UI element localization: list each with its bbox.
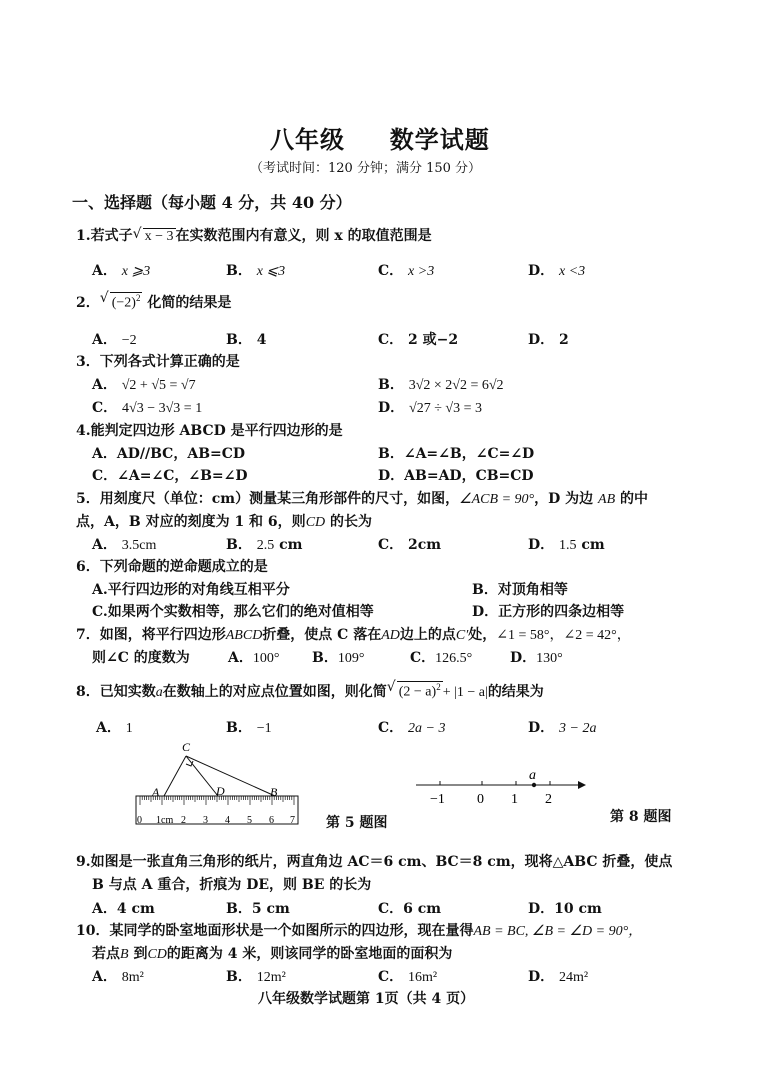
q7-option-c-label: C． [410, 650, 436, 666]
q8-option-b-text: −1 [256, 721, 272, 736]
q5-text-1e: 的中 [620, 491, 648, 507]
q1-option-d-label: D． [528, 263, 555, 279]
question-5-line-2 [76, 511, 372, 531]
fig5-side-cb [186, 756, 275, 796]
fig5-tick-6: 6 [269, 815, 274, 826]
exam-subtitle: （考试时间：120 分钟；满分 150 分） [250, 161, 482, 176]
q8-option-b [226, 717, 272, 737]
q9-option-d: D．10 cm [528, 901, 602, 917]
q1-radicand: x − 3 [144, 229, 174, 244]
q8-exponent: 2 [436, 682, 441, 693]
q8-prefix: 8．已知实数 [76, 684, 156, 700]
q3-option-a-label: A． [92, 377, 117, 393]
q7-text-1c: 折叠，使点 C 落在 [262, 627, 382, 643]
q7-option-a [228, 647, 279, 667]
fig5-tick-2: 2 [181, 815, 186, 826]
q5-option-a-unit: cm [139, 538, 157, 553]
fig5-tick-5: 5 [247, 815, 252, 826]
title-subject: 数学试题 [389, 125, 490, 154]
q1-option-d [528, 260, 585, 280]
q1-option-b-text: x ⩽3 [256, 264, 286, 279]
q7-option-b-label: B． [312, 650, 338, 666]
q3-option-c-label: C． [92, 400, 118, 416]
q1-option-c [378, 260, 434, 280]
q10-option-a-text: 8m² [121, 970, 144, 985]
q10-option-a-label: A． [92, 969, 117, 985]
q4-option-b: B．∠A=∠B，∠C=∠D [378, 446, 535, 462]
q10-option-c-label: C． [378, 969, 404, 985]
fig8-tick-label-1: 1 [511, 792, 518, 807]
q5-text-1a: 5．用刻度尺（单位：cm）测量某三角形部件的尺寸，如图， [76, 491, 460, 507]
q10-segment-cd: CD [147, 947, 167, 962]
q2-option-b-text: 4 [256, 332, 267, 348]
q10-point-b: B [120, 947, 129, 962]
question-3: 3．下列各式计算正确的是 [76, 354, 240, 370]
q3-option-b [378, 374, 504, 394]
q1-option-c-label: C． [378, 263, 404, 279]
q8-option-b-label: B． [226, 720, 252, 736]
q1-option-a [92, 260, 150, 280]
question-10-line-2 [92, 943, 452, 963]
q2-prefix: 2． [76, 295, 100, 311]
q10-option-c-text: 16m² [408, 970, 438, 985]
q3-option-d-text: √27 ÷ √3 = 3 [409, 401, 482, 416]
q3-option-d-label: D． [378, 400, 405, 416]
fig5-label-b: B [270, 785, 278, 799]
question-6: 6．下列命题的逆命题成立的是 [76, 559, 268, 575]
q10-option-b [226, 966, 286, 986]
q8-option-c [378, 717, 445, 737]
q2-option-b-label: B． [226, 332, 252, 348]
question-10-line-1 [76, 920, 642, 940]
q2-exponent: 2 [135, 293, 141, 304]
q8-option-c-label: C． [378, 720, 404, 736]
q3-option-c [92, 397, 202, 417]
q7-point-c-prime: C′ [455, 628, 469, 643]
q8-option-d [528, 717, 596, 737]
fig5-label-a: A [152, 785, 160, 799]
q1-option-c-text: x >3 [408, 264, 435, 279]
q7-shape-abcd: ABCD [225, 628, 263, 643]
q5-segment-ab: AB [598, 492, 616, 507]
q7-option-d-text: 130° [536, 651, 563, 666]
figure-5 [130, 738, 305, 830]
q7-option-d-label: D． [510, 650, 537, 666]
q10-option-d-text: 24m² [559, 970, 589, 985]
fig5-tick-0: 0 [137, 815, 142, 826]
q5-option-c-label: C． [378, 537, 404, 553]
q1-option-a-label: A． [92, 263, 117, 279]
q7-angles: ∠1 = 58°，∠2 = 42°， [496, 628, 631, 643]
q2-option-d [528, 329, 569, 349]
question-4: 4.能判定四边形 ABCD 是平行四边形的是 [76, 423, 343, 439]
question-8 [76, 681, 544, 701]
q8-option-d-label: D． [528, 720, 555, 736]
q5-option-a-value: 3.5 [121, 538, 140, 553]
q1-option-a-text: x ⩾3 [121, 264, 151, 279]
q10-text-2e: 的距离为 4 米，则该同学的卧室地面的面积为 [166, 946, 453, 962]
q5-option-b-value: 2.5 [256, 538, 275, 553]
q1-option-b [226, 260, 285, 280]
question-9-line-1: 9.如图是一张直角三角形的纸片，两直角边 AC＝6 cm、BC＝8 cm，现将△ABC 折叠，使点 [76, 854, 673, 870]
figure-5-caption: 第 5 题图 [326, 815, 388, 831]
q7-option-b-text: 109° [337, 651, 365, 666]
q5-angle: ∠ACB = 90° [459, 492, 535, 507]
q5-option-d [528, 534, 605, 554]
fig8-point-a [532, 783, 536, 787]
q10-text-1a: 10．某同学的卧室地面形状是一个如图所示的四边形，现在量得 [76, 923, 474, 939]
q7-option-a-text: 100° [252, 651, 280, 666]
q7-segment-ad: AD [381, 628, 400, 643]
q3-option-b-text: 3√2 × 2√2 = 6√2 [408, 378, 504, 393]
q1-option-d-text: x <3 [559, 264, 586, 279]
q7-option-d [510, 647, 563, 667]
q5-text-1c: ，D 为边 [534, 491, 594, 507]
q6-option-b: B．对顶角相等 [472, 582, 568, 598]
q3-option-d [378, 397, 482, 417]
page-title [270, 120, 490, 155]
section-heading: 一、选择题（每小题 4 分，共 40 分） [72, 193, 352, 212]
q8-option-d-text: 3 − 2a [559, 721, 597, 736]
q8-option-c-text: 2a − 3 [408, 721, 446, 736]
q5-text-2c: 的长为 [330, 514, 373, 530]
fig5-side-ac [164, 756, 186, 796]
q2-suffix: 化简的结果是 [147, 295, 232, 311]
q2-option-a-text: −2 [121, 333, 137, 348]
fig5-right-angle-mark [186, 761, 193, 766]
fig8-arrow-head [578, 781, 586, 789]
q8-option-a-label: A． [96, 720, 121, 736]
q1-suffix: 在实数范围内有意义，则 x 的取值范围是 [175, 228, 432, 244]
q10-condition: AB = BC, ∠B = ∠D = 90°， [473, 924, 643, 939]
q2-option-c-text: 2 或−2 [408, 332, 459, 348]
question-7-line-1 [76, 624, 631, 644]
figure-8-caption: 第 8 题图 [610, 809, 672, 825]
q5-option-a-label: A． [92, 537, 117, 553]
q5-option-d-label: D． [528, 537, 555, 553]
question-1 [76, 225, 432, 245]
q5-option-c [378, 534, 441, 554]
q2-option-c [378, 329, 458, 349]
fig8-tick-label-0: 0 [477, 792, 484, 807]
q8-option-a-text: 1 [125, 721, 133, 736]
q2-option-c-label: C． [378, 332, 404, 348]
q9-option-b: B．5 cm [226, 901, 290, 917]
q7-option-c-text: 126.5° [435, 651, 473, 666]
q5-option-d-unit: cm [581, 537, 605, 553]
q9-option-a: A．4 cm [92, 901, 155, 917]
q2-option-a [92, 329, 137, 349]
q2-option-a-label: A． [92, 332, 117, 348]
q3-option-b-label: B． [378, 377, 404, 393]
fig5-tick-4: 4 [225, 815, 230, 826]
q8-var: a [155, 685, 163, 700]
q8-radicand: (2 − a) [398, 685, 437, 700]
q7-text-1e: 边上的点 [399, 627, 456, 643]
q10-option-d [528, 966, 588, 986]
page-footer: 八年级数学试题第 1页（共 4 页） [258, 991, 475, 1007]
question-7-line-2: 则∠C 的度数为 [92, 650, 190, 666]
q7-option-c [410, 647, 472, 667]
q4-option-d: D．AB=AD，CB=CD [378, 468, 534, 484]
q10-text-2a: 若点 [92, 946, 120, 962]
q2-option-d-text: 2 [559, 332, 569, 348]
q9-option-c: C．6 cm [378, 901, 442, 917]
question-5-line-1 [76, 488, 648, 508]
q6-option-a: A.平行四边形的对角线互相平分 [92, 582, 290, 598]
fig5-label-d: D [216, 784, 225, 798]
q2-option-d-label: D． [528, 332, 555, 348]
q8-abs-term: + |1 − a| [442, 685, 488, 700]
q6-option-d: D．正方形的四条边相等 [472, 604, 625, 620]
fig5-tick-1: 1cm [156, 815, 174, 826]
q5-option-d-value: 1.5 [559, 538, 577, 553]
q8-suffix: 的结果为 [487, 684, 544, 700]
q10-option-a [92, 966, 144, 986]
q5-text-2a: 点，A，B 对应的刻度为 1 和 6，则 [76, 514, 306, 530]
q10-option-b-text: 12m² [256, 970, 286, 985]
q10-option-c [378, 966, 437, 986]
q1-prefix: 1.若式子 [76, 228, 133, 244]
q3-option-c-text: 4√3 − 3√3 = 1 [122, 401, 203, 416]
q10-option-d-label: D． [528, 969, 555, 985]
q5-option-b-label: B． [226, 537, 252, 553]
q5-option-a [92, 534, 156, 554]
fig5-tick-7: 7 [290, 815, 295, 826]
q1-option-b-label: B． [226, 263, 252, 279]
q10-text-2c: 到 [133, 946, 148, 962]
q5-option-b [226, 534, 302, 554]
q5-segment-cd: CD [305, 515, 326, 530]
fig5-tick-3: 3 [203, 815, 208, 826]
q4-option-a: A．AD//BC，AB=CD [92, 446, 246, 462]
fig8-tick-label-2: 2 [545, 792, 552, 807]
figure-8 [410, 765, 595, 810]
fig8-tick-label-neg1: −1 [430, 792, 445, 807]
fig5-label-c: C [182, 740, 191, 754]
q7-option-b [312, 647, 364, 667]
q7-text-1a: 7．如图，将平行四边形 [76, 627, 226, 643]
q5-option-b-unit: cm [279, 537, 303, 553]
q5-option-c-text: 2cm [408, 537, 442, 553]
fig5-median-cd [186, 756, 218, 796]
title-grade: 八年级 [270, 125, 345, 154]
question-2 [76, 292, 231, 312]
q7-option-a-label: A． [228, 650, 253, 666]
q2-radicand: (−2) [111, 296, 136, 311]
q8-option-a [96, 717, 133, 737]
q8-mid: 在数轴上的对应点位置如图，则化简 [162, 684, 387, 700]
fig8-label-a: a [529, 768, 536, 783]
q10-option-b-label: B． [226, 969, 252, 985]
q7-text-1g: 处， [468, 627, 497, 643]
q2-option-b [226, 329, 266, 349]
q3-option-a-text: √2 + √5 = √7 [121, 378, 196, 393]
q6-option-c: C.如果两个实数相等，那么它们的绝对值相等 [92, 604, 374, 620]
question-9-line-2: B 与点 A 重合，折痕为 DE，则 BE 的长为 [92, 877, 372, 893]
q3-option-a [92, 374, 196, 394]
q4-option-c: C．∠A=∠C，∠B=∠D [92, 468, 248, 484]
